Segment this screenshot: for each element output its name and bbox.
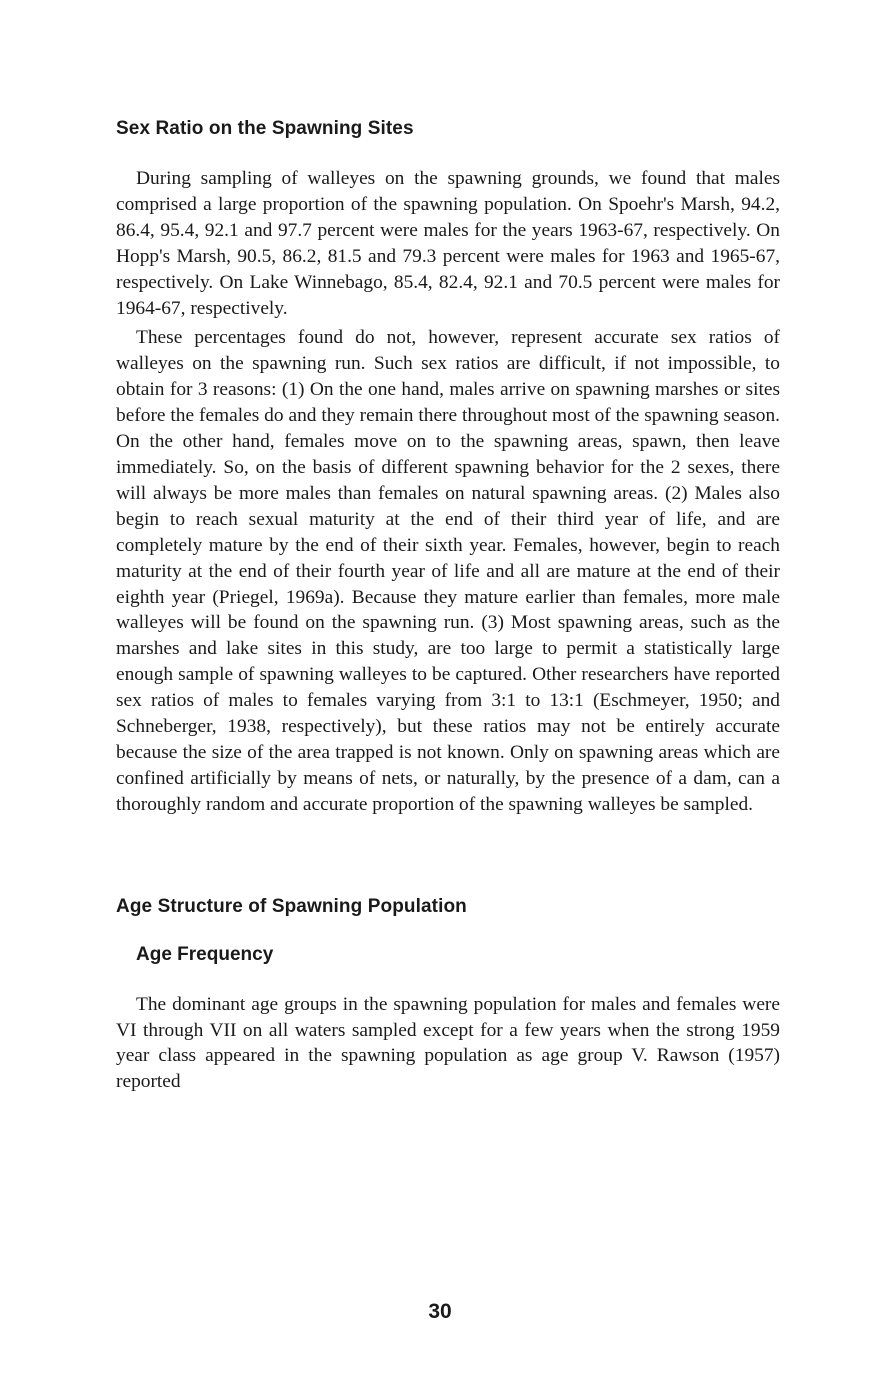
section-heading-sex-ratio: Sex Ratio on the Spawning Sites [116, 118, 414, 139]
paragraph: These percentages found do not, however, represent accurate sex ratios of walleyes on the spawning run. Such sex ratios are difficult, if not impossible, to obtain for 3 reasons: (1) On the one hand, males arrive on spawning marshes or sites before the females do and they remain there throughout most of the spawning season. On the other hand, females move on to the spawning areas, spawn, then leave immediately. So, on the basis of different spawning behavior for the 2 sexes, there will always be more males than females on natural spawning areas. (2) Males also begin to reach sexual maturity at the end of their third year of life, and are completely mature by the end of their sixth year. Females, however, begin to reach maturity at the end of their fourth year of life and all are mature at the end of their eighth year (Priegel, 1969a). Because they mature earlier than females, more male walleyes will be found on the spawning run. (3) Most spawning areas, such as the marshes and lake sites in this study, are too large to permit a statistically large enough sample of spawning walleyes to be captured. Other researchers have reported sex ratios of males to females varying from 3:1 to 13:1 (Eschmeyer, 1950; and Schneberger, 1938, respectively), but these ratios may not be entirely accurate because the size of the area trapped is not known. Only on spawning areas which are confined artificially by means of nets, or naturally, by the presence of a dam, can a thoroughly random and accurate proportion of the spawning walleyes be sampled. [116, 327, 780, 815]
page-number: 30 [428, 1300, 452, 1323]
paragraph: The dominant age groups in the spawning population for males and females were VI through VII on all waters sampled except for a few years when the strong 1959 year class appeared in the spawning population as age group V. Rawson (1957) reported [116, 993, 780, 1093]
page-body [116, 118, 780, 1095]
section-heading-age-structure: Age Structure of Spawning Population [116, 895, 467, 917]
paragraph: During sampling of walleyes on the spawning grounds, we found that males comprised a large proportion of the spawning population. On Spoehr's Marsh, 94.2, 86.4, 95.4, 92.1 and 97.7 percent were males for the years 1963-67, respectively. On Hopp's Marsh, 90.5, 86.2, 81.5 and 79.3 percent were males for 1963 and 1965-67, respectively. On Lake Winnebago, 85.4, 82.4, 92.1 and 70.5 percent were males for 1964-67, respectively. [116, 168, 780, 319]
subheading-age-frequency: Age Frequency [136, 943, 274, 965]
